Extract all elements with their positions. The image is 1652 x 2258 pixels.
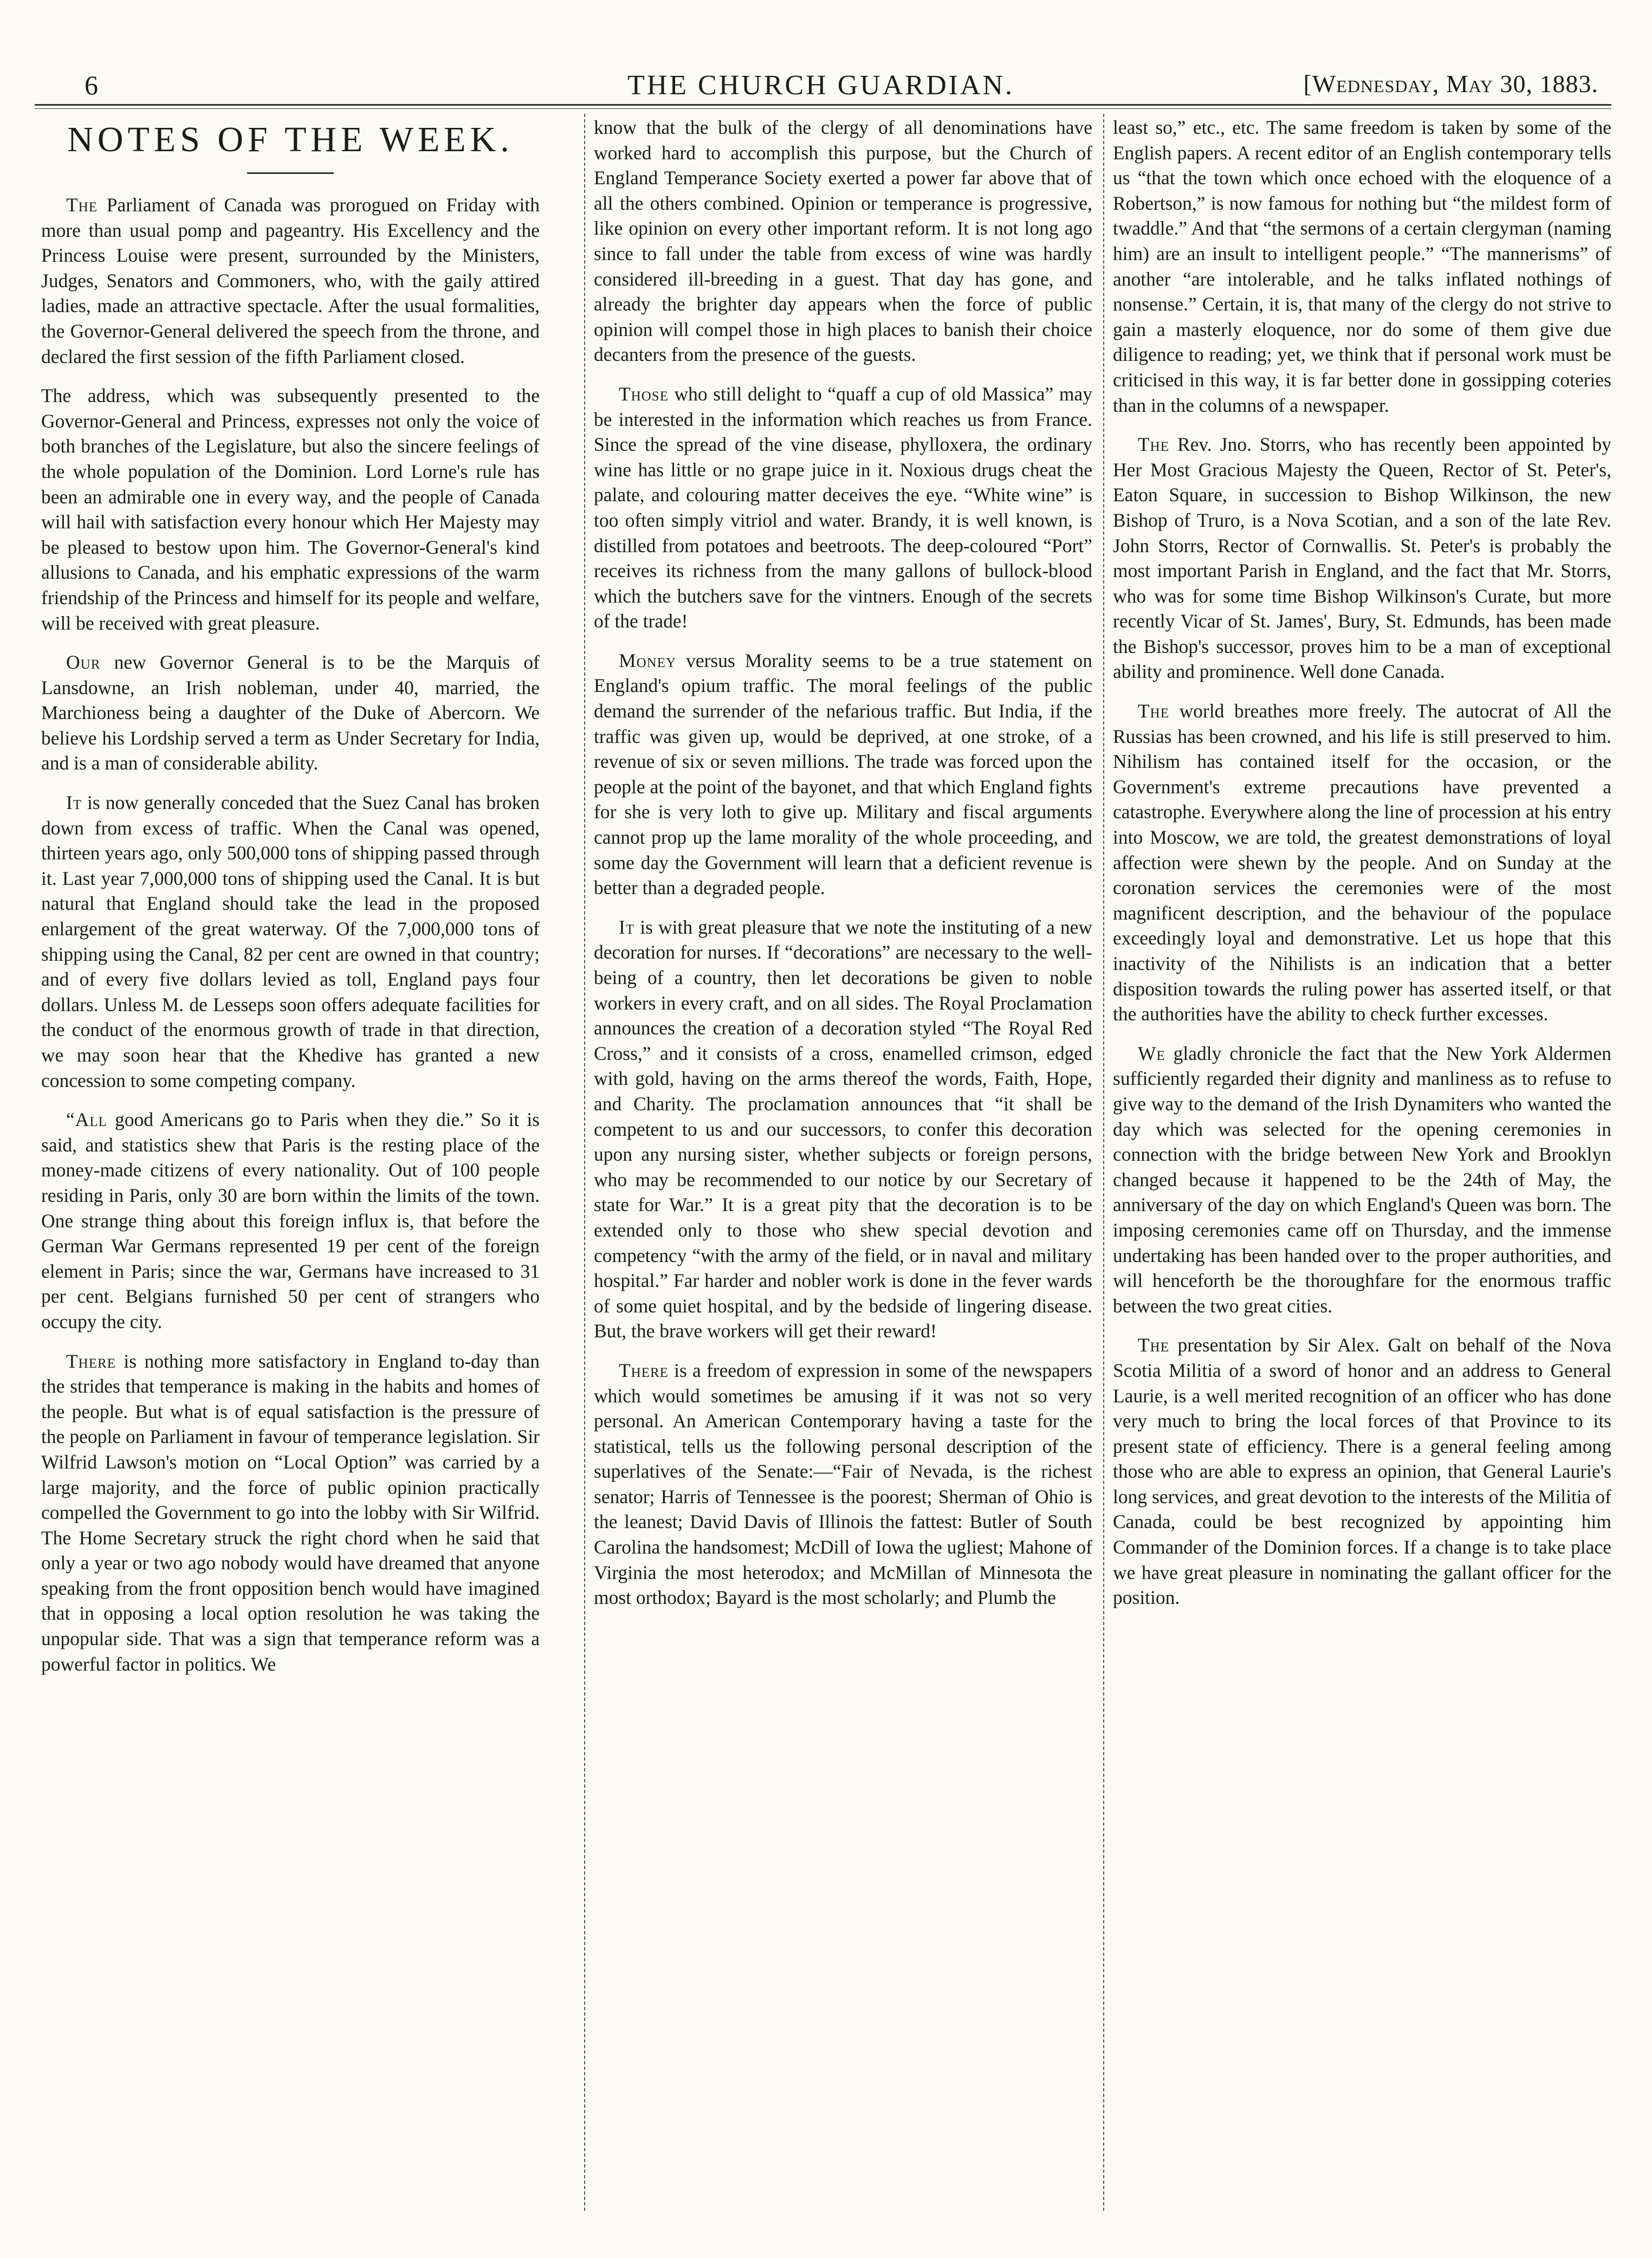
article-paragraph <box>594 381 1092 634</box>
article-paragraph <box>1113 698 1611 1027</box>
article-paragraph <box>1113 1041 1611 1319</box>
column-divider <box>584 114 585 2211</box>
article-paragraph <box>41 383 540 636</box>
article-paragraph <box>1113 1332 1611 1610</box>
page-number: 6 <box>85 70 98 100</box>
article-paragraph <box>41 790 540 1093</box>
column-2-body <box>594 115 1092 1610</box>
article-paragraph <box>41 1107 540 1334</box>
article-paragraph <box>41 1349 540 1677</box>
newspaper-title: THE CHURCH GUARDIAN. <box>627 70 1015 101</box>
paragraph-lead-word: It <box>66 792 82 814</box>
paragraph-text: good Americans go to Paris when they die.” So it is said, and statistics shew that Paris is the resting place of the money-made citizens of every nationality. Out of 100 people residing in Paris, only 30 are born within the limits of the town. One strange thing about this foreign influx is, that before the German War Germans represented 19 per cent of the foreign element in Paris; since the war, Germans have increased to 31 per cent. Belgians furnished 50 per cent of strangers who occupy the city. <box>41 1109 540 1332</box>
paragraph-lead-word: Money <box>619 649 676 671</box>
paragraph-text: The address, which was subsequently presented to the Governor-General and Princess, expresses not only the voice of both branches of the Legislature, but also the sincere feelings of the whole population of the Dominion. Lord Lorne's rule has been an admirable one in every way, and the people of Canada will hail with satisfaction every honour which Her Majesty may be pleased to bestow upon him. The Governor-General's kind allusions to Canada, and his emphatic expressions of the warm friendship of the Princess and himself for its people and welfare, will be received with great pleasure. <box>41 385 540 634</box>
article-paragraph <box>594 115 1092 367</box>
paragraph-text: gladly chronicle the fact that the New York Aldermen sufficiently regarded their dignity and manliness as to refuse to give way to the demand of the Irish Dynamiters who wanted the day which was selected for the opening ceremonies in connection with the bridge between New York and Brooklyn changed because it happened to be the 24th of May, the anniversary of the day on which England's Queen was born. The imposing ceremonies came off on Thursday, and the immense undertaking has been handed over to the proper authorities, and will henceforth be the thoroughfare for the enormous traffic between the two great cities. <box>1113 1042 1611 1317</box>
masthead-rule-thin <box>35 108 1611 109</box>
paragraph-text: know that the bulk of the clergy of all denominations have worked hard to accomplish this purpose, but the Church of England Temperance Society exerted a power far above that of all the others combined. Opinion or temperance is progressive, like opinion on every other important reform. It is not long ago since to fall under the table from excess of wine was hardly considered ill-breeding in a guest. That day has gone, and already the brighter day appears when the force of public opinion will compel those in high places to banish their choice decanters from the presence of the guests. <box>594 117 1092 366</box>
paragraph-text: is a freedom of expression in some of the newspapers which would sometimes be amusing if it was not so very personal. An American Contemporary having a taste for the statistical, tells us the following personal description of the superlatives of the Senate:—“Fair of Nevada, is the richest senator; Harris of Tennessee is the poorest; Sherman of Ohio is the leanest; David Davis of Illinois the fattest: Butler of South Carolina the handsomest; McDill of Iowa the ugliest; Mahone of Virginia the most heterodox; and McMillan of Minnesota the most orthodox; Bayard is the most scholarly; and Plumb the <box>594 1359 1092 1609</box>
column-1-body <box>41 192 540 1677</box>
article-paragraph <box>594 648 1092 901</box>
column-1 <box>41 115 540 2212</box>
paragraph-lead-word: The <box>1138 700 1170 722</box>
paragraph-text: is with great pleasure that we note the instituting of a new decoration for nurses. If “decorations” are necessary to the well-being of a country, then let decorations be given to noble workers in every craft, and on all sides. The Royal Proclamation announces the creation of a decoration styled “The Royal Red Cross,” and it consists of a cross, enamelled crimson, edged with gold, having on the arms thereof the words, Faith, Hope, and Charity. The proclamation announces that “it shall be competent to us and our successors, to confer this decoration upon any nursing sister, whether subjects or foreign persons, who may be recommended to our notice by our Secretary of state for War.” It is a great pity that the decoration is to be extended only to those who shew special devotion and competency “with the army of the field, or in naval and military hospital.” Far harder and nobler work is done in the fever wards of some quiet hospital, and by the bedside of lingering disease. But, the brave workers will get their reward! <box>594 916 1092 1342</box>
article-paragraph <box>41 192 540 369</box>
paragraph-text: least so,” etc., etc. The same freedom is taken by some of the English papers. A recent editor of an English contemporary tells us “that the town which once echoed with the eloquence of a Robertson,” is now famous for nothing but “the mildest form of twaddle.” And that “the sermons of a certain clergyman (naming him) are an insult to intelligent people.” “The mannerisms” of another “are intolerable, and he talks inflated nothings of nonsense.” Certain, it is, that many of the clergy do not strive to gain a masterly eloquence, nor do some of them give due diligence to reading; yet, we think that if personal work must be criticised in this way, it is far better done in gossipping coteries than in the columns of a newspaper. <box>1113 117 1611 416</box>
article-paragraph <box>41 650 540 776</box>
paragraph-lead-word: The <box>1138 434 1170 456</box>
column-3-body <box>1113 115 1611 1610</box>
paragraph-lead-word: “All <box>66 1109 107 1131</box>
paragraph-text: new Governor General is to be the Marquis of Lansdowne, an Irish nobleman, under 40, married, the Marchioness being a daughter of the Duke of Abercorn. We believe his Lordship served a term as Under Secretary for India, and is a man of considerable ability. <box>41 651 540 774</box>
paragraph-text: is now generally conceded that the Suez Canal has broken down from excess of traffic. When the Canal was opened, thirteen years ago, only 500,000 tons of shipping passed through it. Last year 7,000,000 tons of shipping used the Canal. It is but natural that England should take the lead in the proposed enlargement of the great waterway. Of the 7,000,000 tons of shipping using the Canal, 82 per cent are owned in that country; and of every five dollars levied as toll, England pays four dollars. Unless M. de Lesseps soon offers adequate facilities for the conduct of the enormous growth of trade in that direction, we may soon hear that the Khedive has granted a new concession to some competing company. <box>41 792 540 1091</box>
article-paragraph <box>594 1358 1092 1610</box>
article-paragraph <box>594 915 1092 1344</box>
masthead-rule <box>35 104 1611 106</box>
paragraph-text: world breathes more freely. The autocrat of All the Russias has been crowned, and his life is still preserved to him. Nihilism has contained itself for the occasion, or the Government's extreme precautions have prevented a catastrophe. Everywhere along the line of procession at his entry into Moscow, we are told, the greatest demonstrations of loyal affection were shewn by the people. And on Sunday at the coronation services the ceremonies were of the most magnificent description, and the behaviour of the populace exceedingly loyal and demonstrative. Let us hope that this inactivity of the Nihilists is an indication that a better disposition towards the ruling power has asserted itself, or that the authorities have the ability to check further excesses. <box>1113 700 1611 1025</box>
column-3 <box>1113 115 1611 2212</box>
paragraph-lead-word: We <box>1138 1042 1165 1064</box>
issue-date: [Wednesday, May 30, 1883. <box>1303 70 1598 98</box>
paragraph-lead-word: The <box>66 194 98 216</box>
paragraph-lead-word: It <box>619 916 635 938</box>
paragraph-lead-word: There <box>619 1359 669 1381</box>
column-2 <box>594 115 1092 2212</box>
paragraph-lead-word: There <box>66 1350 116 1372</box>
paragraph-text: Parliament of Canada was prorogued on Friday with more than usual pomp and pageantry. His Excellency and the Princess Louise were present, surrounded by the Ministers, Judges, Senators and Commoners, who, with the gaily attired ladies, made an attractive spectacle. After the usual formalities, the Governor-General delivered the speech from the throne, and declared the first session of the fifth Parliament closed. <box>41 194 540 367</box>
paragraph-lead-word: The <box>1138 1334 1170 1356</box>
section-heading: NOTES OF THE WEEK. <box>67 120 514 159</box>
article-paragraph <box>1113 432 1611 684</box>
masthead <box>33 69 1609 103</box>
paragraph-text: presentation by Sir Alex. Galt on behalf of the Nova Scotia Militia of a sword of honor and an address to General Laurie, is a well merited recognition of an officer who has done very much to bring the local forces of that Province to its present state of efficiency. There is a general feeling among those who are able to express an opinion, that General Laurie's long services, and great devotion to the interests of the Militia of Canada, could be best recognized by appointing him Commander of the Dominion forces. If a change is to take place we have great pleasure in nominating the gallant officer for the position. <box>1113 1334 1611 1609</box>
paragraph-lead-word: Our <box>66 651 101 674</box>
paragraph-text: Rev. Jno. Storrs, who has recently been appointed by Her Most Gracious Majesty the Queen, Rector of St. Peter's, Eaton Square, in succession to Bishop Wilkinson, the new Bishop of Truro, is a Nova Scotian, and a son of the late Rev. John Storrs, Rector of Cornwallis. St. Peter's is probably the most important Parish in England, and the fact that Mr. Storrs, who was for some time Bishop Wilkinson's Curate, but more recently Vicar of St. James', Bury, St. Edmunds, has been made the Bishop's successor, proves him to be a man of exceptional ability and prominence. Well done Canada. <box>1113 434 1611 683</box>
heading-rule <box>247 172 334 174</box>
paragraph-text: who still delight to “quaff a cup of old Massica” may be interested in the information which reaches us from France. Since the spread of the vine disease, phylloxera, the ordinary wine has little or no grape juice in it. Noxious drugs cheat the palate, and colouring matter deceives the eye. “White wine” is too often simply vitriol and water. Brandy, it is well known, is distilled from potatoes and beetroots. The deep-coloured “Port” receives its richness from the many gallons of bullock-blood which the butchers save for the vintners. Enough of the secrets of the trade! <box>594 383 1092 632</box>
paragraph-lead-word: Those <box>619 383 669 405</box>
column-divider <box>1103 114 1104 2211</box>
article-paragraph <box>1113 115 1611 418</box>
paragraph-text: versus Morality seems to be a true statement on England's opium traffic. The moral feelings of the public demand the surrender of the nefarious traffic. But India, if the traffic was given up, would be deprived, at one stroke, of a revenue of six or seven millions. The trade was forced upon the people at the point of the bayonet, and that which England fights for she is very loth to give up. Military and fiscal arguments cannot prop up the lame morality of the whole proceeding, and some day the Government will learn that a deficient revenue is better than a degraded people. <box>594 649 1092 899</box>
paragraph-text: is nothing more satisfactory in England to-day than the strides that temperance is making in the habits and homes of the people. But what is of equal satisfaction is the pressure of the people on Parliament in favour of temperance legislation. Sir Wilfrid Lawson's motion on “Local Option” was carried by a large majority, and the force of public opinion practically compelled the Government to go into the lobby with Sir Wilfrid. The Home Secretary struck the right chord when he said that only a year or two ago nobody would have dreamed that anyone speaking from the front opposition bench would have imagined that in opposing a local option resolution he was taking the unpopular side. That was a sign that temperance reform was a powerful factor in politics. We <box>41 1350 540 1675</box>
